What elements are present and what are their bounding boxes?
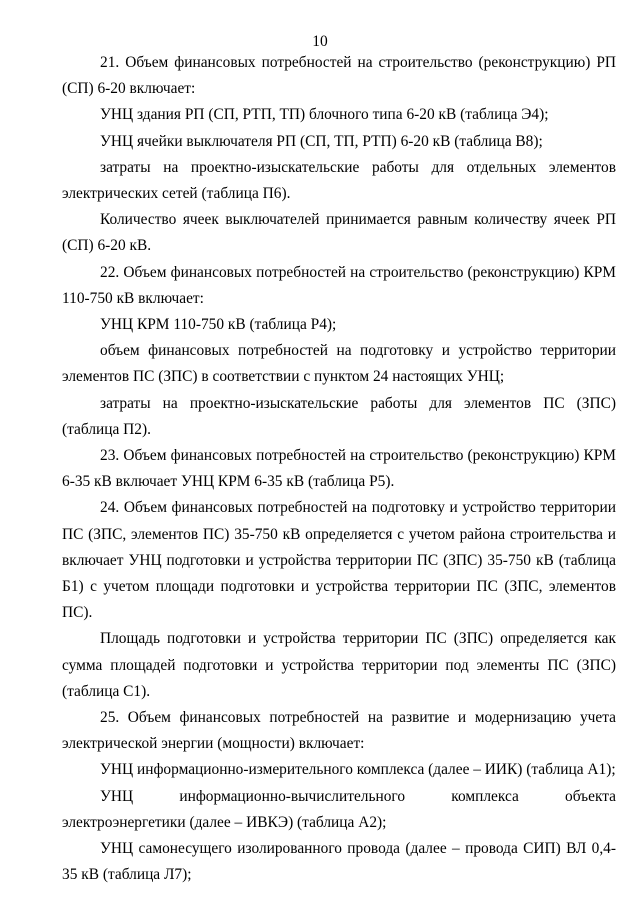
page-number: 10 — [312, 33, 328, 50]
list-item: УНЦ информационно-вычислительного комплекса объекта электроэнергетики (далее – ИВКЭ) (таблица А2); — [62, 787, 616, 831]
paragraph-22-intro: 22. Объем финансовых потребностей на строительство (реконструкцию) КРМ 110-750 кВ включает: — [62, 263, 616, 307]
list-item: УНЦ ячейки выключателя РП (СП, ТП, РТП) 6-20 кВ (таблица В8); — [100, 132, 543, 150]
paragraph-24: 24. Объем финансовых потребностей на подготовку и устройство территории ПС (ЗПС, элементов ПС) 35-750 кВ определяется с учетом района строительства и включает УНЦ подготовки и устройства территории ПС (ЗПС) 35-750 кВ (таблица Б1) с учетом площади подготовки и устройства территории ПС (ЗПС, элементов ПС). — [62, 499, 616, 622]
paragraph-note: Количество ячеек выключателей принимается равным количеству ячеек РП (СП) 6-20 кВ. — [62, 211, 616, 255]
list-item: УНЦ КРМ 110-750 кВ (таблица Р4); — [100, 316, 337, 334]
paragraph-25-intro: 25. Объем финансовых потребностей на развитие и модернизацию учета электрической энергии (мощности) включает: — [62, 709, 616, 753]
paragraph-note: Площадь подготовки и устройства территории ПС (ЗПС) определяется как сумма площадей подготовки и устройства территории под элементы ПС (ЗПС) (таблица С1). — [62, 630, 616, 700]
list-item: УНЦ самонесущего изолированного провода (далее – провода СИП) ВЛ 0,4-35 кВ (таблица Л7); — [62, 840, 616, 884]
list-item: УНЦ здания РП (СП, РТП, ТП) блочного типа 6-20 кВ (таблица Э4); — [100, 106, 549, 124]
list-item: объем финансовых потребностей на подготовку и устройство территории элементов ПС (ЗПС) в соответствии с пунктом 24 настоящих УНЦ; — [62, 342, 616, 386]
list-item: затраты на проектно-изыскательские работы для отдельных элементов электрических сетей (таблица П6). — [62, 158, 616, 203]
list-item: УНЦ информационно-измерительного комплекса (далее – ИИК) (таблица А1); — [100, 761, 616, 779]
paragraph-21-intro: 21. Объем финансовых потребностей на строительство (реконструкцию) РП (СП) 6-20 включает: — [62, 54, 616, 98]
document-body — [62, 50, 616, 889]
paragraph-23: 23. Объем финансовых потребностей на строительство (реконструкцию) КРМ 6-35 кВ включает УНЦ КРМ 6-35 кВ (таблица Р5). — [62, 447, 616, 491]
list-item: затраты на проектно-изыскательские работы для элементов ПС (ЗПС) (таблица П2). — [62, 394, 616, 438]
